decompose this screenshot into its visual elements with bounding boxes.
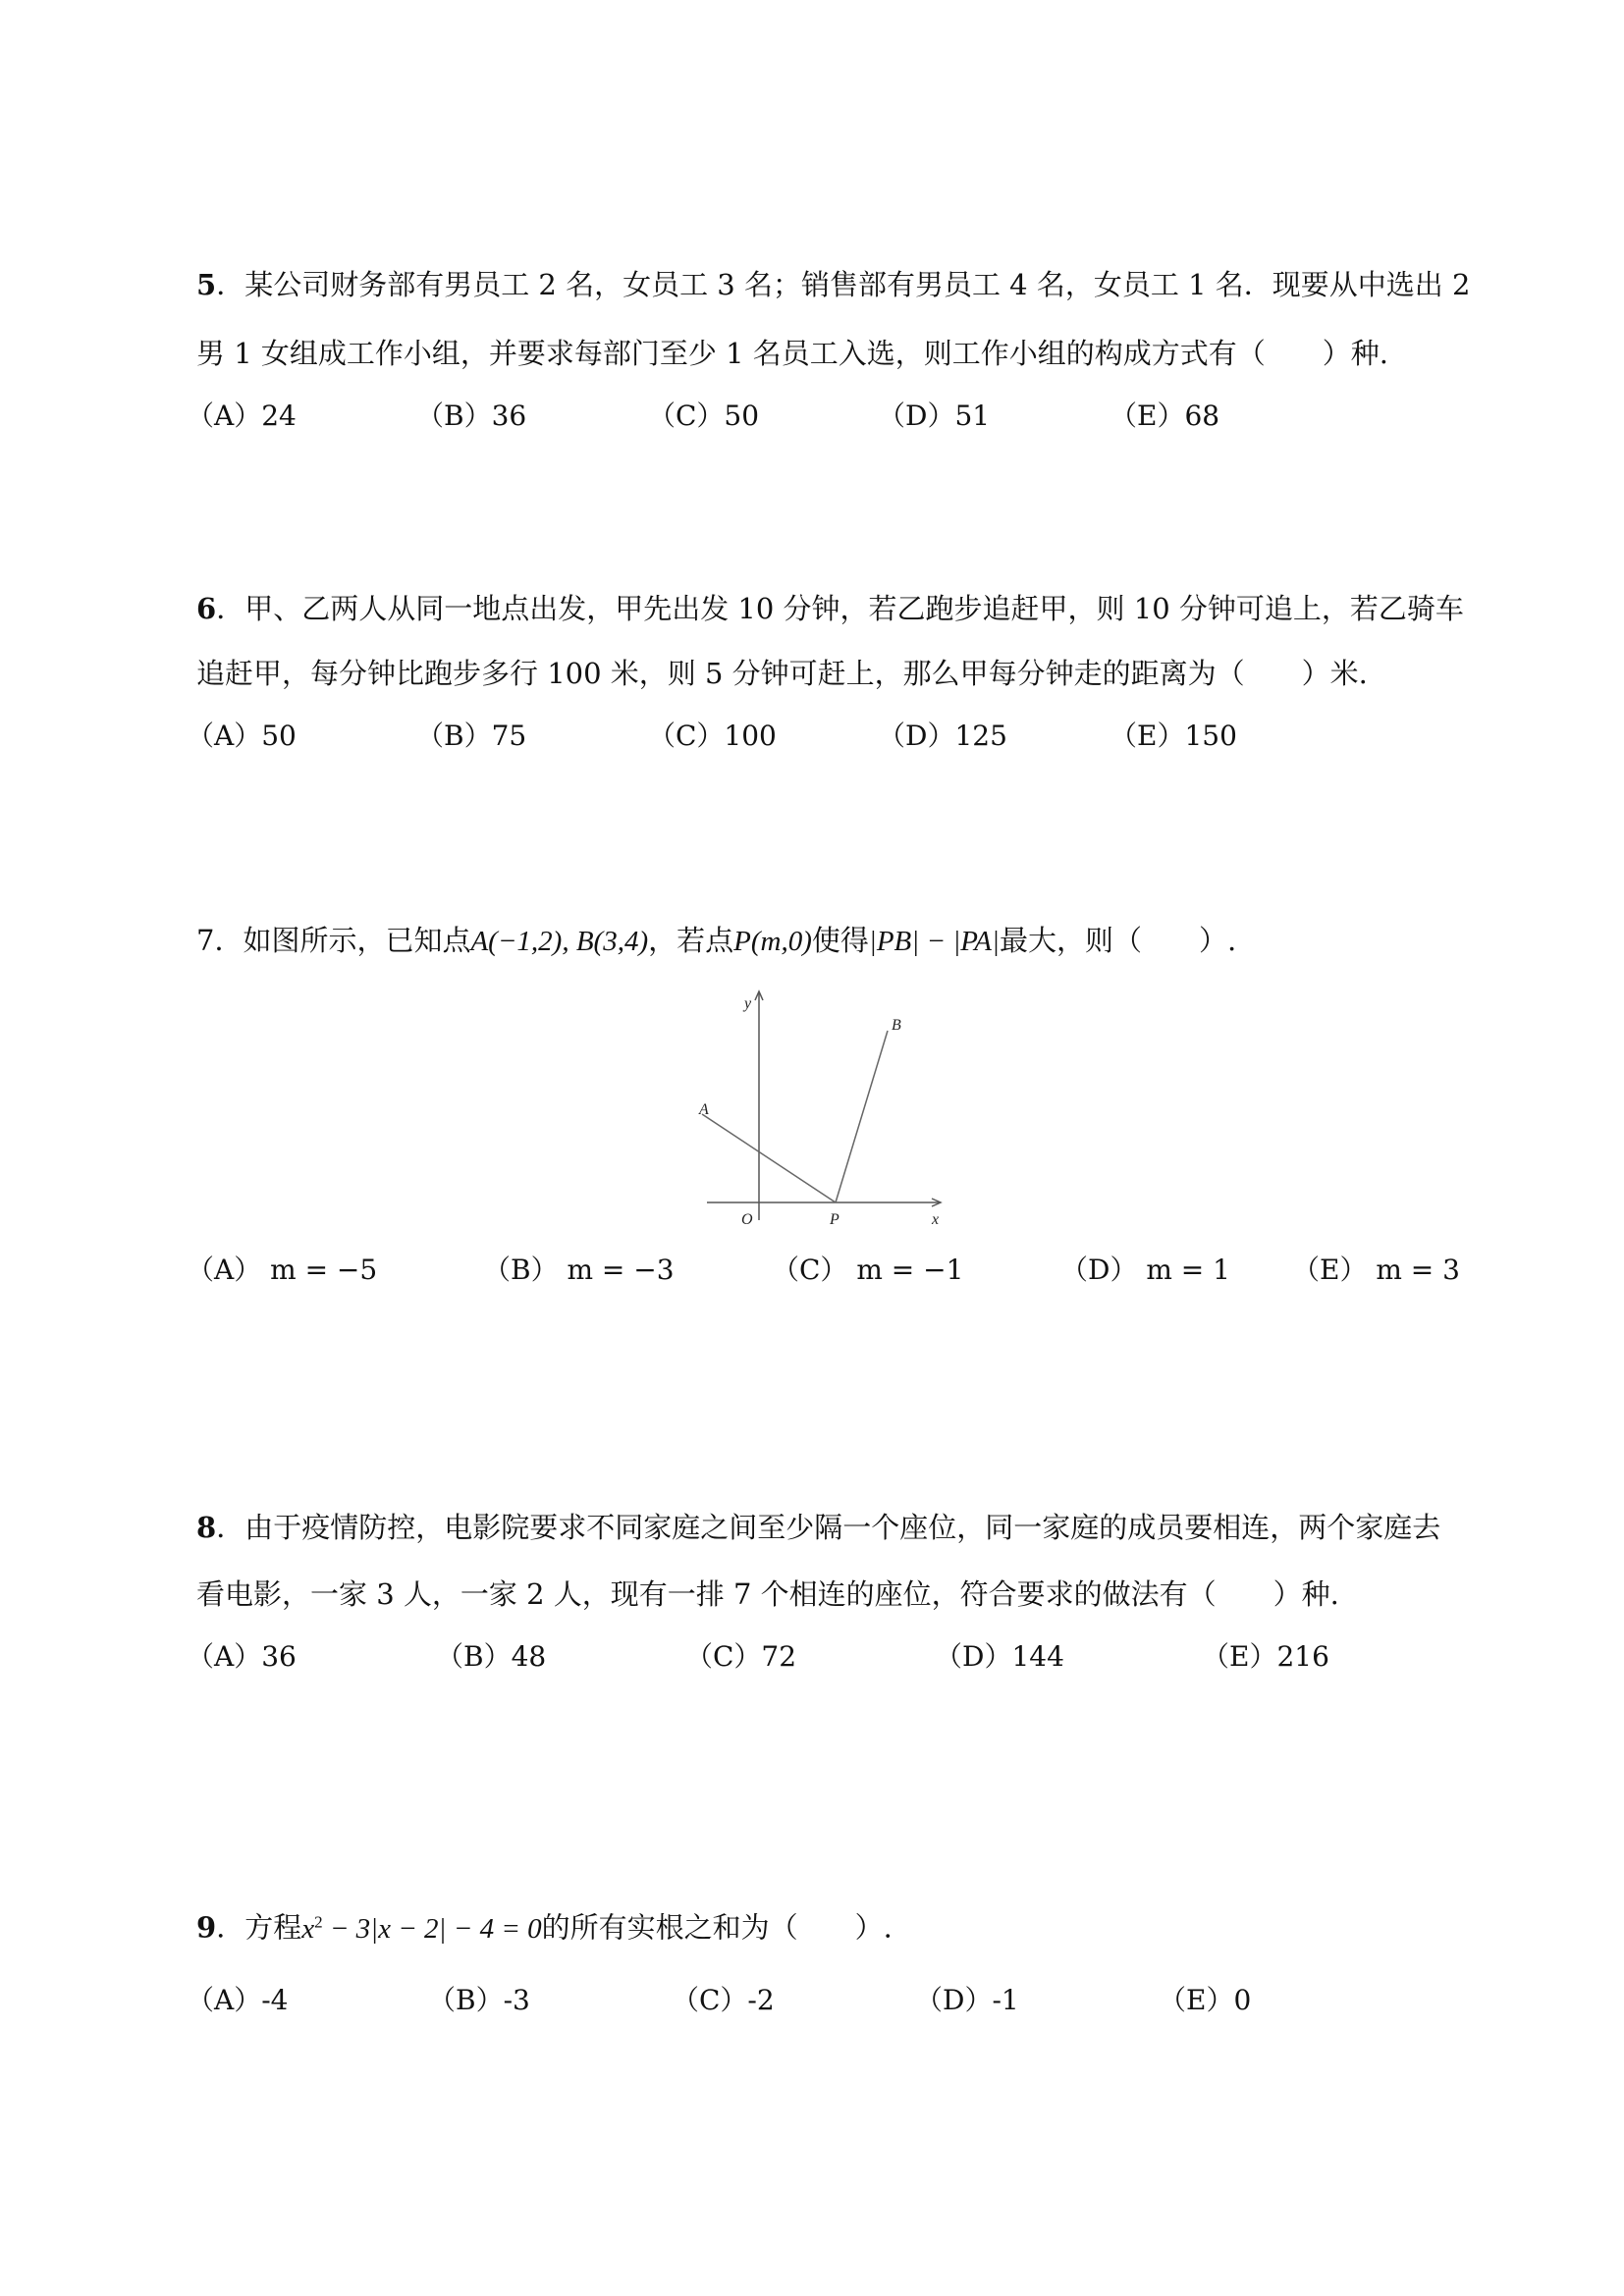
- question-7-option-a: （A） m = −5: [187, 1254, 378, 1286]
- question-7-figure: [687, 987, 952, 1232]
- question-8-option-a: （A）36: [187, 1640, 297, 1673]
- question-9-option-e: （E）0: [1159, 1984, 1252, 2016]
- question-7-points: A(−1,2), B(3,4): [470, 926, 649, 957]
- question-8-stem-line-1: ．由于疫情防控，电影院要求不同家庭之间至少隔一个座位，同一家庭的成员要相连，两个家庭去: [216, 1511, 1441, 1544]
- question-7-option-b: （B） m = −3: [483, 1254, 675, 1286]
- question-8-line-2: [196, 1575, 1339, 1614]
- question-5-option-c: （C）50: [648, 400, 760, 432]
- question-5-line-2: [196, 334, 1388, 373]
- label-a: A: [699, 1101, 709, 1118]
- question-7-line-1: [196, 921, 1236, 961]
- question-6-option-e: （E）150: [1110, 720, 1237, 752]
- question-5-stem-line-1: ．某公司财务部有男员工 2 名，女员工 3 名；销售部有男员工 4 名，女员工 1 名．现要从中选出 2: [216, 268, 1471, 301]
- question-5-option-a: （A）24: [187, 400, 297, 432]
- question-8-option-e: （E）216: [1202, 1640, 1329, 1673]
- question-9-option-a: （A）-4: [187, 1984, 289, 2016]
- question-7-option-e: （E） m = 3: [1292, 1254, 1460, 1286]
- question-9-stem-suffix: 的所有实根之和为（ ）.: [541, 1910, 893, 1945]
- question-6-option-c: （C）100: [648, 720, 777, 752]
- question-8-option-c: （C）72: [685, 1640, 797, 1673]
- question-6-option-b: （B）75: [416, 720, 527, 752]
- question-6-stem-line-2: 追赶甲，每分钟比跑步多行 100 米，则 5 分钟可赶上，那么甲每分钟走的距离为（ ）米.: [196, 657, 1368, 690]
- question-5-option-d: （D）51: [878, 400, 991, 432]
- question-6-option-a: （A）50: [187, 720, 297, 752]
- question-7-stem-mid2: 使得: [811, 924, 869, 957]
- question-9-option-d: （D）-1: [915, 1984, 1019, 2016]
- question-7-stem-prefix: ．如图所示，已知点: [214, 924, 471, 957]
- question-8-option-d: （D）144: [935, 1640, 1064, 1673]
- question-7-point-p: P(m,0): [733, 926, 812, 957]
- question-8-stem-line-2: 看电影，一家 3 人，一家 2 人，现有一排 7 个相连的座位，符合要求的做法有（ ）种.: [196, 1577, 1339, 1611]
- question-9-variable: x: [301, 1912, 315, 1945]
- question-9-stem-prefix: ．方程: [216, 1910, 302, 1945]
- question-6-option-d: （D）125: [878, 720, 1007, 752]
- question-7-stem-suffix: 最大，则（ ）.: [999, 924, 1237, 957]
- question-6-number: 6: [196, 592, 217, 625]
- question-9-option-b: （B）-3: [428, 1984, 530, 2016]
- question-7-expression: |PB| − |PA|: [868, 926, 1000, 957]
- question-6-line-1: [196, 589, 1464, 628]
- question-7-option-c: （C） m = −1: [772, 1254, 964, 1286]
- question-6-stem-line-1: ．甲、乙两人从同一地点出发，甲先出发 10 分钟，若乙跑步追赶甲，则 10 分钟可追上，若乙骑车: [216, 592, 1464, 625]
- question-5-stem-line-2: 男 1 女组成工作小组，并要求每部门至少 1 名员工入选，则工作小组的构成方式有（ ）种.: [196, 337, 1388, 370]
- label-origin: O: [741, 1211, 753, 1228]
- question-9-number: 9: [196, 1910, 217, 1945]
- question-5-option-b: （B）36: [416, 400, 527, 432]
- question-9-line-1: [196, 1902, 893, 1949]
- question-6-line-2: [196, 654, 1368, 693]
- question-9-exponent: 2: [314, 1912, 323, 1931]
- question-5-line-1: [196, 265, 1470, 304]
- question-7-number: 7: [196, 924, 215, 957]
- question-8-option-b: （B）48: [436, 1640, 547, 1673]
- label-y: y: [744, 995, 752, 1012]
- question-9-equation: [301, 1913, 541, 1945]
- question-7-option-d: （D） m = 1: [1060, 1254, 1230, 1286]
- label-x: x: [932, 1211, 940, 1228]
- question-8-number: 8: [196, 1511, 217, 1544]
- question-9-option-c: （C）-2: [672, 1984, 775, 2016]
- segment-pb: [836, 1031, 888, 1202]
- question-8-line-1: [196, 1508, 1440, 1547]
- segment-pa: [702, 1114, 836, 1202]
- label-p: P: [830, 1211, 839, 1228]
- question-7-stem-mid: ，若点: [648, 924, 734, 957]
- question-9-equation-rest: − 3|x − 2| − 4 = 0: [322, 1912, 542, 1945]
- question-5-number: 5: [196, 268, 217, 301]
- question-5-option-e: （E）68: [1110, 400, 1220, 432]
- label-b: B: [892, 1017, 901, 1034]
